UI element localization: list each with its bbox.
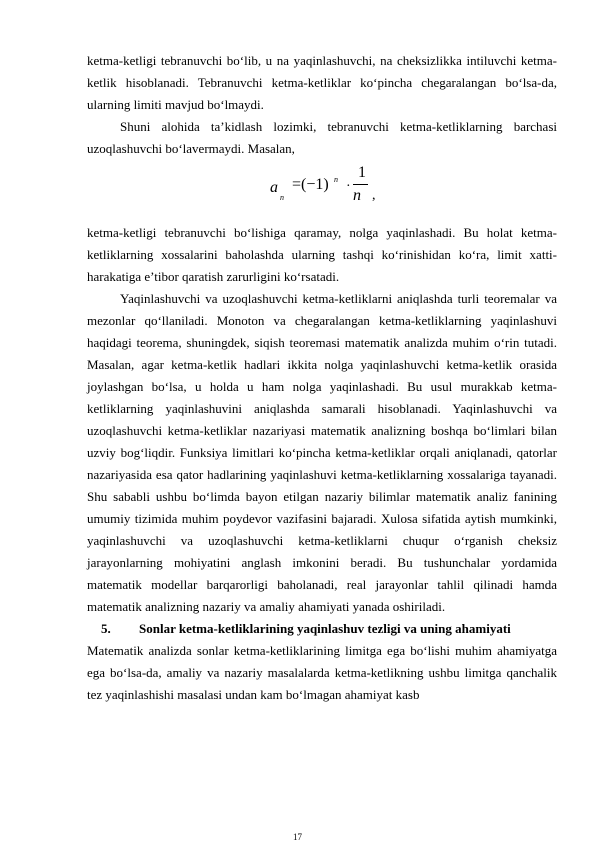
paragraph-3: ketma-ketligi tebranuvchi bo‘lishiga qaramay, nolga yaqinlashadi. Bu holat ketma-ketliklarning xossalarini baholashda ularning tashqi ko‘rinishidan ko‘ra, limit xatti-harakatiga e’tibor qaratish zarurligini ko‘rsatadi. bbox=[87, 225, 557, 284]
formula-denominator: n bbox=[353, 187, 361, 204]
page-content bbox=[87, 50, 557, 706]
page-number: 17 bbox=[293, 832, 302, 842]
formula-exponent: n bbox=[334, 175, 338, 184]
paragraph-4: Yaqinlashuvchi va uzoqlashuvchi ketma-ketliklarni aniqlashda turli teoremalar va mezonlar qo‘llaniladi. Monoton va chegaralangan ketma-ketliklarning yaqinlashuvi haqidagi teorema, shuningdek, siqish teoremasi matematik analizda muhim o‘rin tutadi. Masalan, agar ketma-ketlik hadlari ikkita nolga yaqinlashuvchi ketma-ketlik orasida joylashgan bo‘lsa, u holda u ham nolga yaqinlashadi. Bu usul murakkab ketma-ketliklarning yaqinlashuvini aniqlashda samarali hisoblanadi. Yaqinlashuvchi va uzoqlashuvchi ketma-ketliklar nazariyasi matematik analizning boshqa bo‘limlari bilan uzviy bog‘liqdir. Funksiya limitlari ko‘pincha ketma-ketliklar orqali aniqlanadi, qatorlar nazariyasida esa qator hadlarining yaqinlashuvi ketma-ketliklarning xossalariga tayanadi. Shu sababli ushbu bo‘limda bayon etilgan nazariy bilimlar matematik analiz fanining umumiy tizimida muhim poydevor vazifasini bajaradi. Xulosa sifatida aytish mumkinki, yaqinlashuvchi va uzoqlashuvchi ketma-ketliklarni chuqur o‘rganish cheksiz jarayonlarning mohiyatini anglash imkonini beradi. Bu tushunchalar yordamida matematik modellar barqarorligi baholanadi, real jarayonlar tahlil qilinadi hamda matematik analizning nazariy va amaliy ahamiyati yanada oshiriladi. bbox=[87, 291, 557, 614]
formula-a: a bbox=[270, 179, 278, 196]
section-heading bbox=[87, 618, 557, 640]
formula-dot: · bbox=[346, 179, 351, 194]
paragraph-2: Shuni alohida ta’kidlash lozimki, tebranuvchi ketma-ketliklarning barchasi uzoqlashuvchi bo‘lavermaydi. Masalan, bbox=[87, 119, 557, 156]
section-number: 5. bbox=[101, 621, 111, 636]
formula-equals-minus-one: =(−1) bbox=[292, 176, 329, 193]
section-title: Sonlar ketma-ketliklarining yaqinlashuv tezligi va uning ahamiyati bbox=[139, 621, 511, 636]
paragraph-1: ketma-ketligi tebranuvchi bo‘lib, u na yaqinlashuvchi, na cheksizlikka intiluvchi ketma-ketlik hisoblanadi. Tebranuvchi ketma-ketliklar ko‘pincha chegaralangan bo‘lsa-da, ularning limiti mavjud bo‘lmaydi. bbox=[87, 53, 557, 112]
paragraph-5: Matematik analizda sonlar ketma-ketliklarining limitga ega bo‘lishi muhim ahamiyatga ega bo‘lsa-da, amaliy va nazariy masalalarda ketma-ketlikning ushbu limitga qanchalik tez yaqinlashishi masalasi undan kam bo‘lmagan ahamiyat kasb bbox=[87, 643, 557, 702]
formula-subscript: n bbox=[280, 193, 284, 202]
formula bbox=[87, 160, 557, 222]
formula-comma: , bbox=[372, 188, 376, 203]
formula-numerator: 1 bbox=[358, 164, 366, 181]
